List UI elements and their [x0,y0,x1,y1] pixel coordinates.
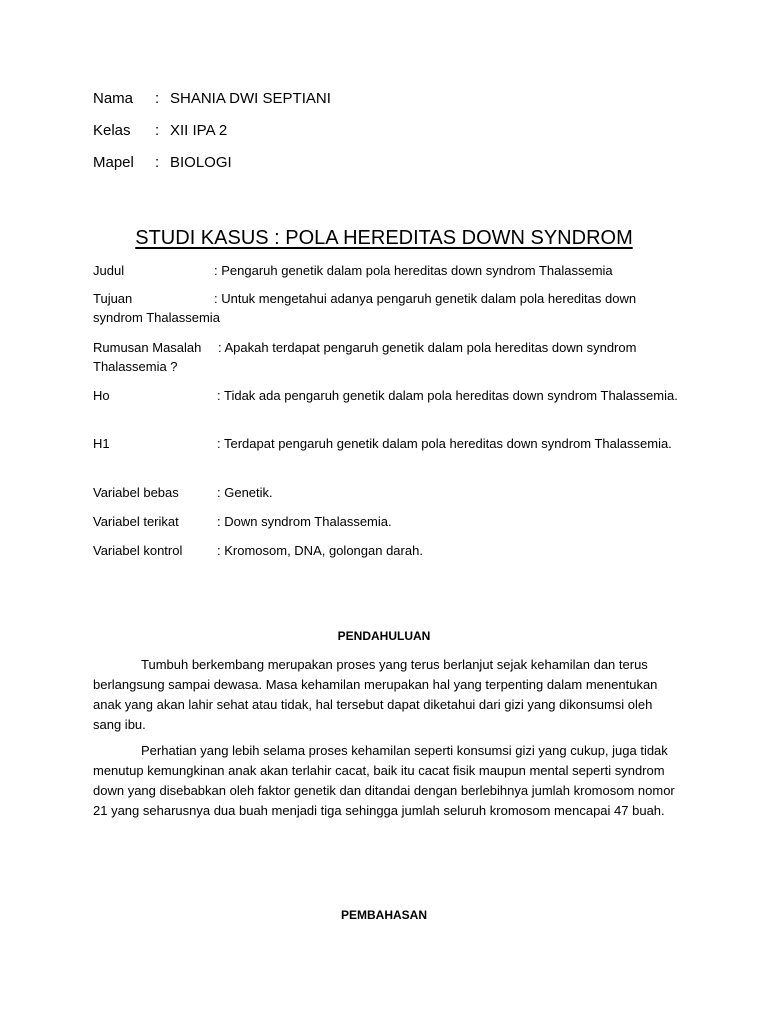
kelas-label: Kelas [93,122,131,139]
h1-label: H1 [93,436,110,451]
variabel-bebas-field [93,483,683,502]
pendahuluan-heading: PENDAHULUAN [337,629,431,643]
variabel-kontrol-label: Variabel kontrol [93,543,183,558]
variabel-kontrol-field [93,541,683,560]
h1-value: : Terdapat pengaruh genetik dalam pola hereditas down syndrom Thalassemia. [217,436,672,451]
nama-row [93,89,331,109]
rumusan-masalah-label: Rumusan Masalah [93,340,202,355]
pendahuluan-paragraph-1: Tumbuh berkembang merupakan proses yang terus berlanjut sejak kehamilan dan terus berlangsung sampai dewasa. Masa kehamilan merupakan hal yang terpenting dalam menentukan anak yang akan lahir sehat atau tidak, hal tersebut dapat diketahui dari gizi yang dikonsumsi oleh sang ibu. [93,657,658,732]
kelas-separator: : [155,122,160,139]
nama-label: Nama [93,90,134,107]
nama-value: SHANIA DWI SEPTIANI [170,90,331,107]
variabel-bebas-value: : Genetik. [217,485,273,500]
kelas-value: XII IPA 2 [170,122,228,139]
mapel-separator: : [155,154,160,171]
tujuan-value: : Untuk mengetahui adanya pengaruh genetik dalam pola hereditas down syndrom Thalassemia [93,291,637,325]
ho-field [93,386,683,405]
ho-value: : Tidak ada pengaruh genetik dalam pola hereditas down syndrom Thalassemia. [217,388,678,403]
judul-label: Judul [93,263,125,278]
pendahuluan-paragraph-2: Perhatian yang lebih selama proses kehamilan seperti konsumsi gizi yang cukup, juga tidak menutup kemungkinan anak akan terlahir cacat, baik itu cacat fisik maupun mental seperti syndrom down yang disebabkan oleh faktor genetik dan ditandai dengan berlebihnya jumlah kromosom nomor 21 yang seharusnya dua buah menjadi tiga sehingga jumlah seluruh kromosom mencapai 47 buah. [93,743,675,818]
variabel-terikat-label: Variabel terikat [93,514,179,529]
mapel-row [93,153,232,173]
pembahasan-heading: PEMBAHASAN [340,908,427,922]
mapel-value: BIOLOGI [170,154,232,171]
variabel-terikat-value: : Down syndrom Thalassemia. [217,514,392,529]
rumusan-masalah-value: : Apakah terdapat pengaruh genetik dalam pola hereditas down syndrom Thalassemia ? [93,340,637,374]
rumusan-masalah-field [93,338,683,376]
variabel-bebas-label: Variabel bebas [93,485,179,500]
variabel-kontrol-value: : Kromosom, DNA, golongan darah. [217,543,423,558]
kelas-row [93,121,227,141]
judul-field [93,261,683,280]
nama-separator: : [155,90,160,107]
tujuan-field [93,289,683,327]
mapel-label: Mapel [93,154,134,171]
tujuan-label: Tujuan [93,291,133,306]
variabel-terikat-field [93,512,683,531]
judul-value: : Pengaruh genetik dalam pola hereditas down syndrom Thalassemia [214,263,613,278]
page-title: STUDI KASUS : POLA HEREDITAS DOWN SYNDROM [135,227,633,249]
h1-field [93,434,683,453]
ho-label: Ho [93,388,110,403]
